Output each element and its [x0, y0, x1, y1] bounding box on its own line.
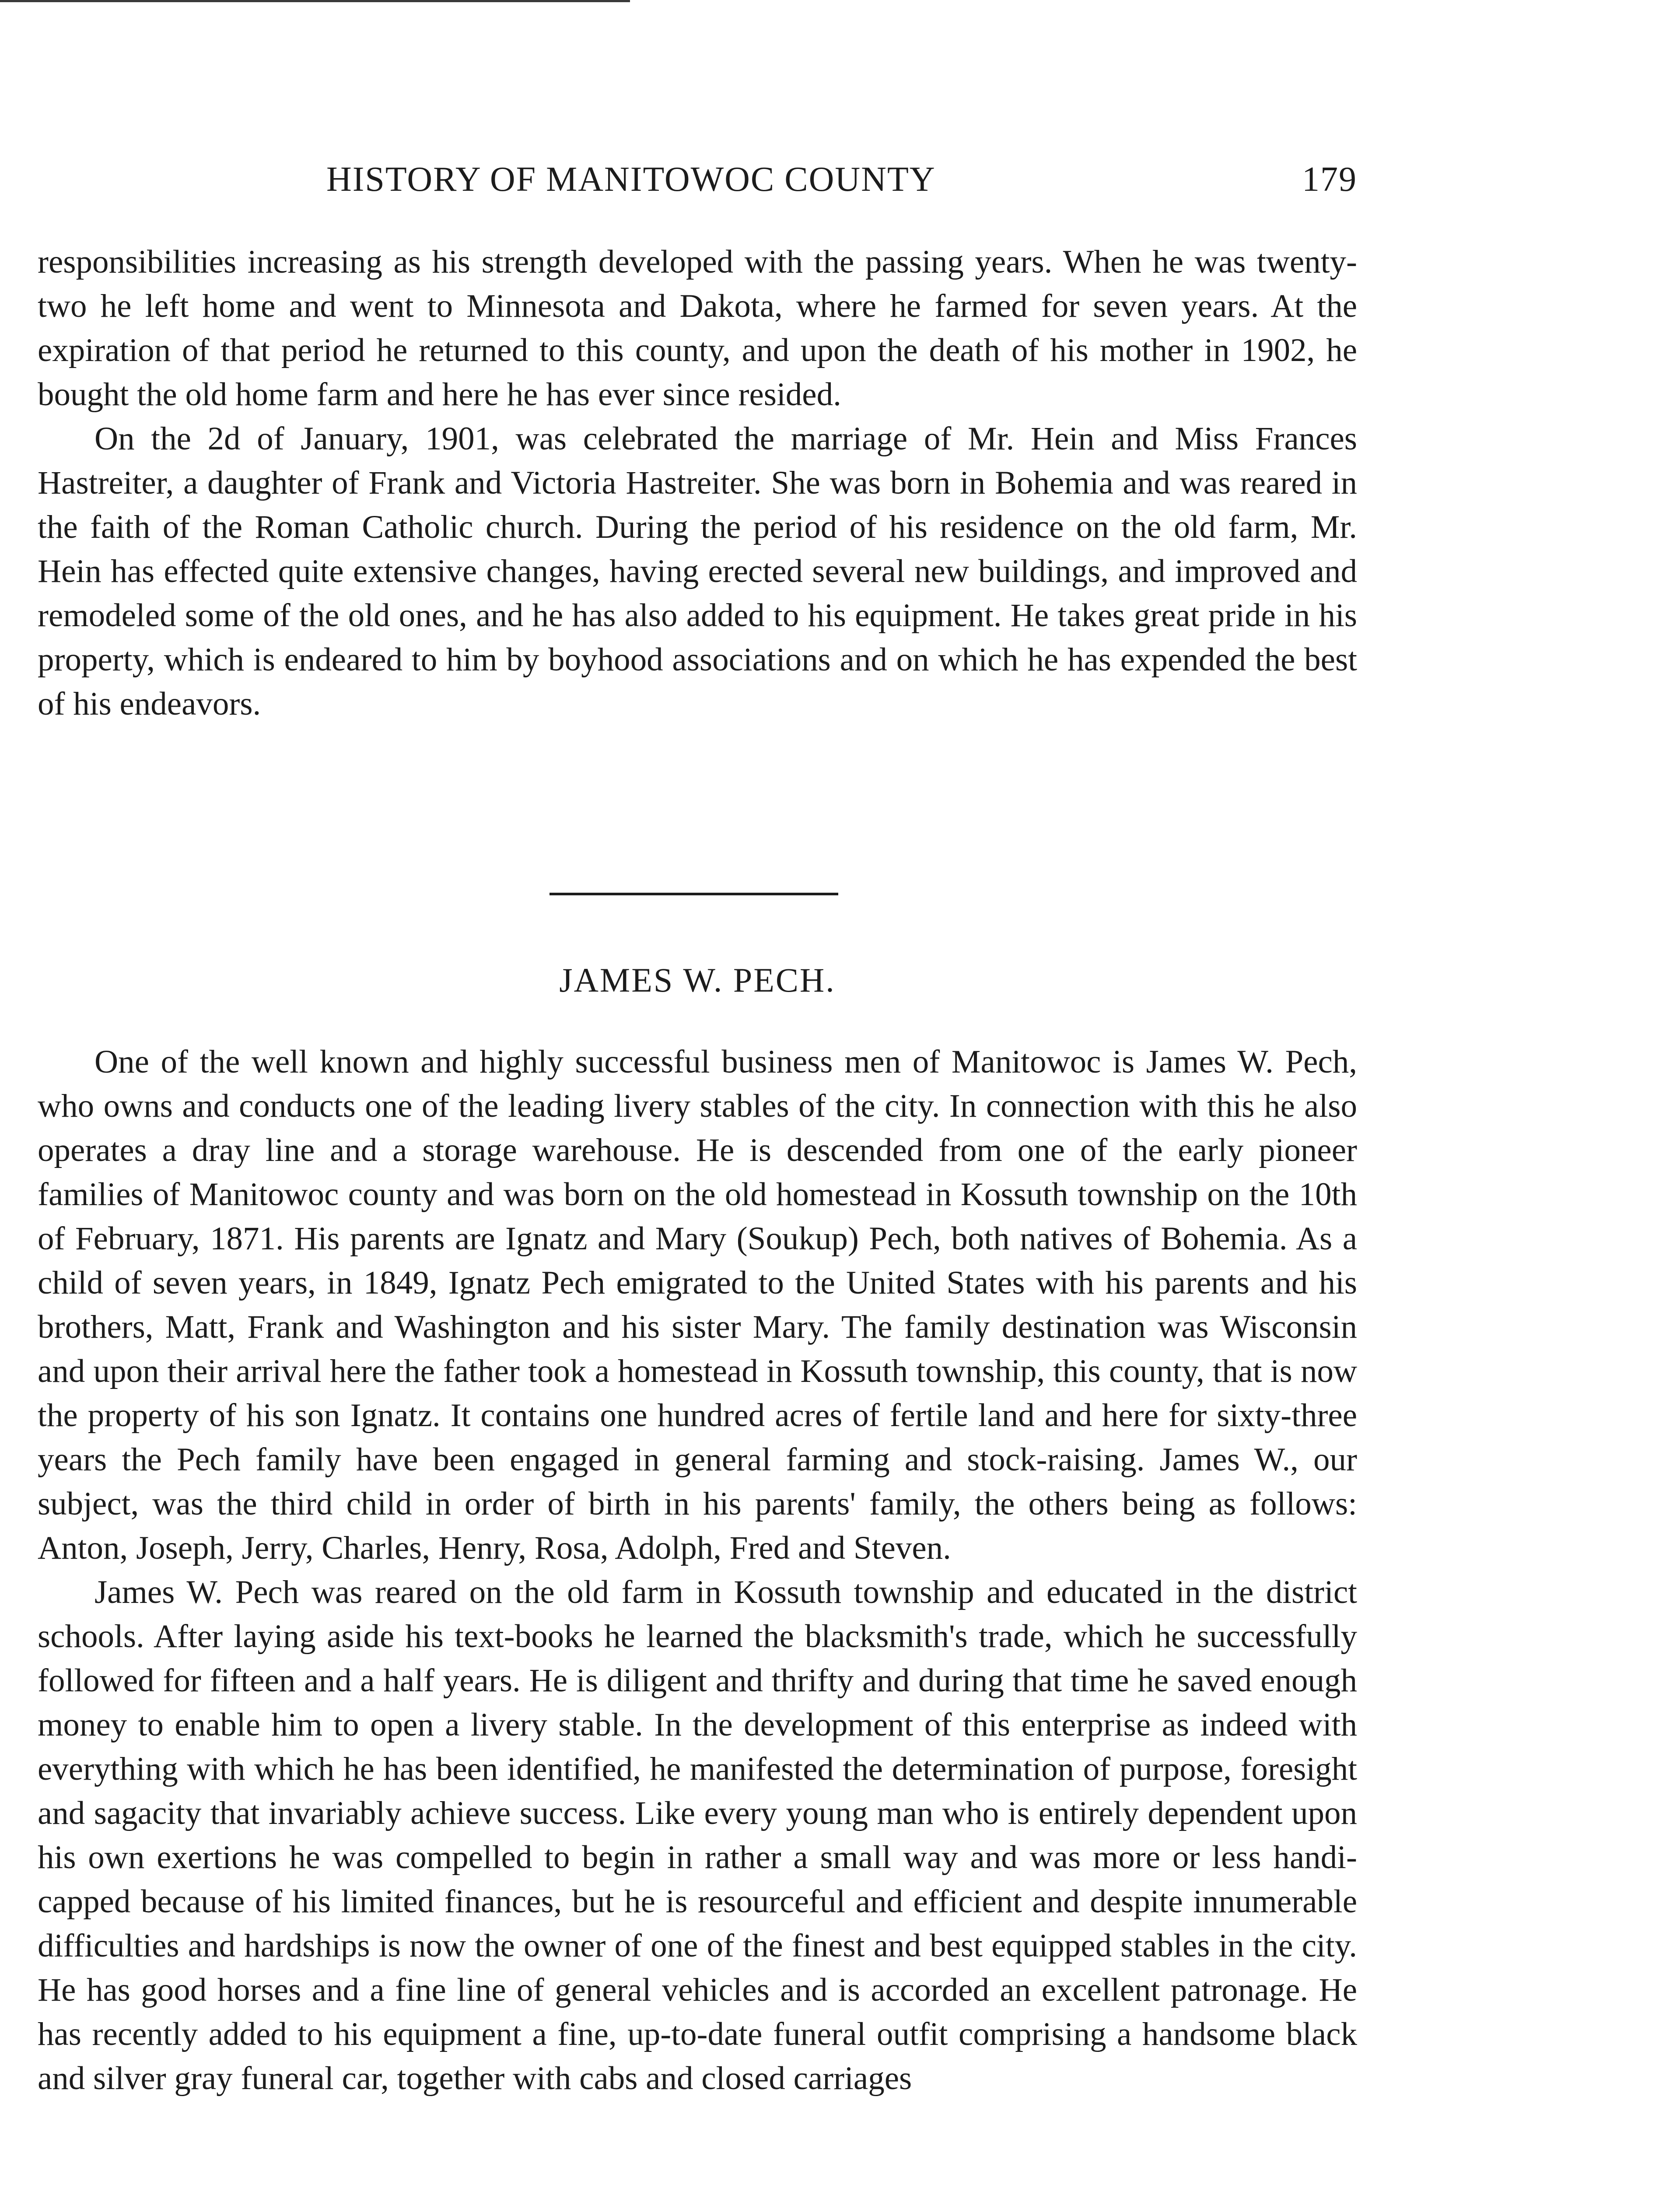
- running-head: [38, 155, 1357, 203]
- paragraph-family-history: One of the well known and highly successful business men of Manitowoc is James W. Pech, who owns and conducts one of the leading livery stables of the city. In connection with this he also operates a dray line and a storage warehouse. He is descended from one of the early pioneer families of Manitowoc county and was born on the old homestead in Kossuth township on the 10th of February, 1871. His parents are Ignatz and Mary (Soukup) Pech, both natives of Bohemia. As a child of seven years, in 1849, Ignatz Pech emigrated to the United States with his parents and his brothers, Matt, Frank and Washington and his sister Mary. The family destination was Wisconsin and upon their arrival here the father took a homestead in Kossuth township, this county, that is now the property of his son Ignatz. It contains one hundred acres of fertile land and here for sixty-three years the Pech family have been engaged in general farming and stock-raising. James W., our subject, was the third child in order of birth in his parents' family, the others being as follows: Anton, Joseph, Jerry, Charles, Henry, Rosa, Adolph, Fred and Steven.: [38, 1044, 1357, 1566]
- biography-text: [38, 1040, 1357, 2100]
- running-head-title: HISTORY OF MANITOWOC COUNTY: [326, 160, 936, 199]
- biography-heading: JAMES W. PECH.: [559, 961, 836, 999]
- section-divider-rule: [550, 893, 838, 895]
- paragraph-career: James W. Pech was reared on the old farm in Kossuth township and educated in the district schools. After laying aside his text-books he learned the blacksmith's trade, which he successfully followed for fifteen and a half years. He is diligent and thrifty and during that time he saved enough money to enable him to open a livery stable. In the development of this enterprise as indeed with everything with which he has been identified, he manifested the determination of purpose, foresight and sagacity that invariably achieve success. Like every young man who is entirely dependent upon his own exertions he was compelled to begin in rather a small way and was more or less handicapped because of his limited finances, but he is resourceful and efficient and despite innumerable difficulties and hardships is now the owner of one of the finest and best equipped stables in the city. He has good horses and a fine line of general vehicles and is accorded an excellent patronage. He has recently added to his equipment a fine, up-to-date funeral outfit comprising a handsome black and silver gray funeral car, together with cabs and closed carriages: [38, 1574, 1357, 2097]
- paragraph-marriage: On the 2d of January, 1901, was celebrated the marriage of Mr. Hein and Miss Frances Hastreiter, a daughter of Frank and Victoria Hastreiter. She was born in Bohemia and was reared in the faith of the Roman Catholic church. During the period of his residence on the old farm, Mr. Hein has effected quite extensive changes, having erected several new buildings, and improved and remodeled some of the old ones, and he has also added to his equipment. He takes great pride in his property, which is endeared to him by boyhood associations and on which he has expended the best of his endeavors.: [38, 421, 1357, 722]
- book-page: [38, 0, 1357, 2188]
- continued-biography-text: [38, 240, 1357, 726]
- page-number: 179: [1302, 160, 1357, 199]
- paragraph-continued: responsibilities increasing as his strength developed with the passing years. When he was twenty-two he left home and went to Minnesota and Dakota, where he farmed for seven years. At the expiration of that period he returned to this county, and upon the death of his mother in 1902, he bought the old home farm and here he has ever since resided.: [38, 244, 1357, 413]
